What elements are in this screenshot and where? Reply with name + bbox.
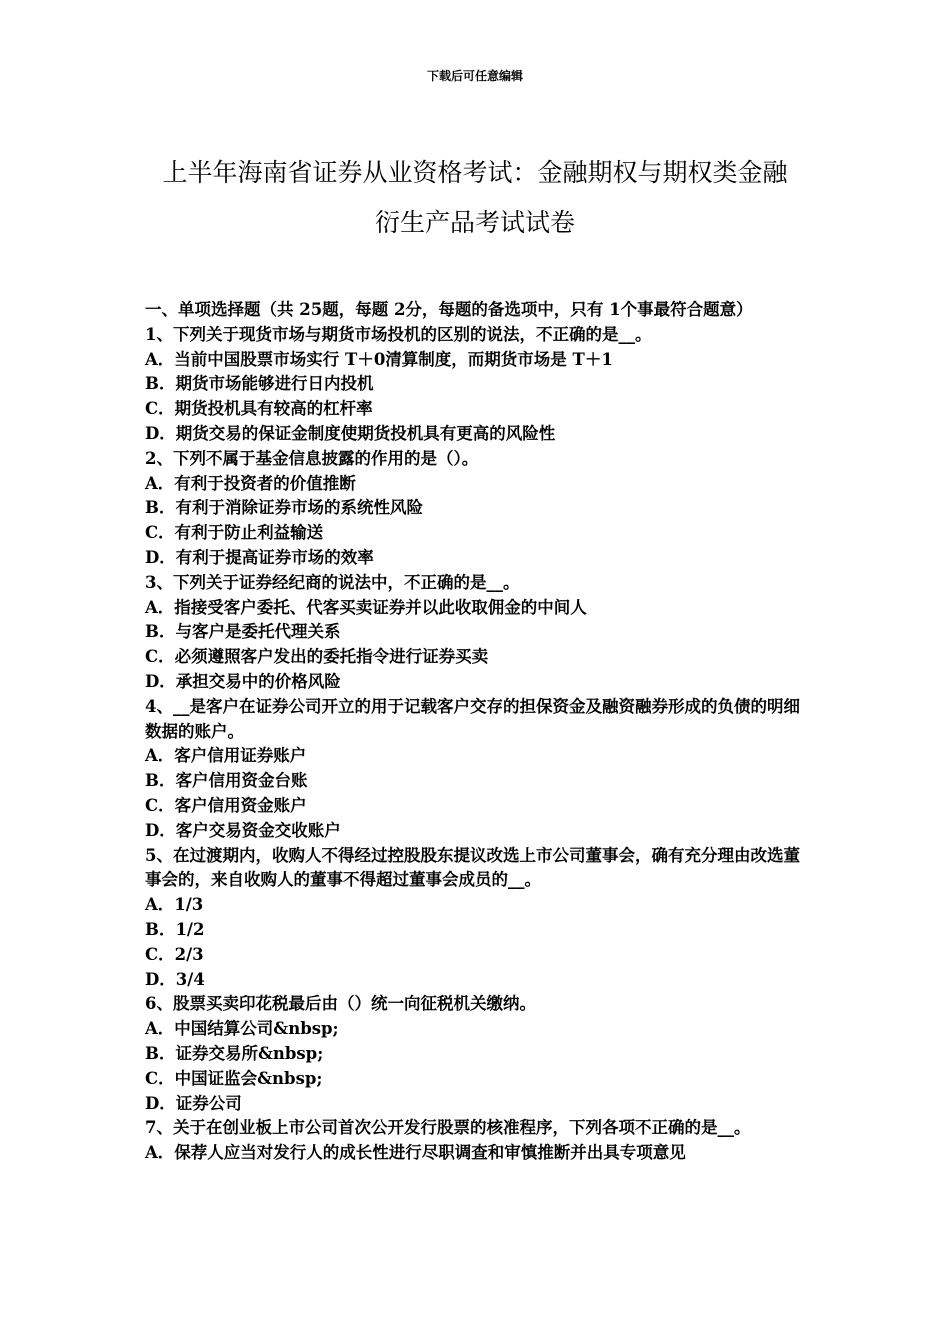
option: A．1/3: [145, 895, 204, 915]
option: D．3/4: [145, 969, 205, 989]
question-stem: 5、在过渡期内，收购人不得经过控股股东提议改选上市公司董事会，确有充分理由改选董事会的，来自收购人的董事不得超过董事会成员的__。: [145, 845, 800, 890]
option: A．中国结算公司&nbsp;: [145, 1019, 339, 1039]
option: A．当前中国股票市场实行 T＋0清算制度，而期货市场是 T＋1: [145, 349, 613, 369]
option: A．客户信用证券账户: [145, 746, 307, 766]
question-4: [145, 695, 810, 844]
question-2: [145, 447, 810, 571]
question-3: [145, 571, 810, 695]
header-note: 下载后可任意编辑: [426, 69, 523, 83]
option: D．客户交易资金交收账户: [145, 820, 341, 840]
option: D．证券公司: [145, 1093, 242, 1113]
title-line-1: 上半年海南省证券从业资格考试：金融期权与期权类金融: [162, 158, 788, 187]
title-line-2: 衍生产品考试试卷: [374, 208, 575, 237]
section-heading: 一、单项选择题（共 25题，每题 2分，每题的备选项中，只有 1个事最符合题意）: [145, 300, 753, 319]
question-stem: 1、下列关于现货市场与期货市场投机的区别的说法，不正确的是__。: [145, 324, 652, 344]
option: D．期货交易的保证金制度使期货投机具有更高的风险性: [145, 423, 556, 443]
question-6: [145, 992, 810, 1116]
question-7: [145, 1116, 810, 1166]
option: B．1/2: [145, 919, 205, 939]
option: C．期货投机具有较高的杠杆率: [145, 399, 373, 419]
option: A．有利于投资者的价值推断: [145, 473, 356, 493]
document-title: [120, 148, 830, 248]
option: B．客户信用资金台账: [145, 771, 308, 791]
option: C．必须遵照客户发出的委托指令进行证券买卖: [145, 647, 489, 667]
option: C．有利于防止利益输送: [145, 523, 324, 543]
option: B．证券交易所&nbsp;: [145, 1043, 324, 1063]
option: A．指接受客户委托、代客买卖证券并以此收取佣金的中间人: [145, 597, 587, 617]
question-stem: 4、__是客户在证券公司开立的用于记载客户交存的担保资金及融资融券形成的负债的明细数据的账户。: [145, 696, 800, 741]
option: D．有利于提高证券市场的效率: [145, 547, 374, 567]
option: C．客户信用资金账户: [145, 795, 307, 815]
exam-content: [145, 298, 810, 1166]
option: B．有利于消除证券市场的系统性风险: [145, 498, 423, 518]
option: C．2/3: [145, 944, 204, 964]
question-stem: 6、股票买卖印花税最后由（）统一向征税机关缴纳。: [145, 994, 536, 1014]
option: B．与客户是委托代理关系: [145, 622, 341, 642]
question-stem: 7、关于在创业板上市公司首次公开发行股票的核准程序，下列各项不正确的是__。: [145, 1118, 751, 1138]
option: A．保荐人应当对发行人的成长性进行尽职调查和审慎推断并出具专项意见: [145, 1143, 686, 1163]
question-stem: 2、下列不属于基金信息披露的作用的是（）。: [145, 448, 479, 468]
option: C．中国证监会&nbsp;: [145, 1068, 323, 1088]
question-stem: 3、下列关于证券经纪商的说法中，不正确的是__。: [145, 572, 520, 592]
option: D．承担交易中的价格风险: [145, 671, 341, 691]
question-1: [145, 323, 810, 447]
question-5: [145, 844, 810, 993]
option: B．期货市场能够进行日内投机: [145, 374, 374, 394]
